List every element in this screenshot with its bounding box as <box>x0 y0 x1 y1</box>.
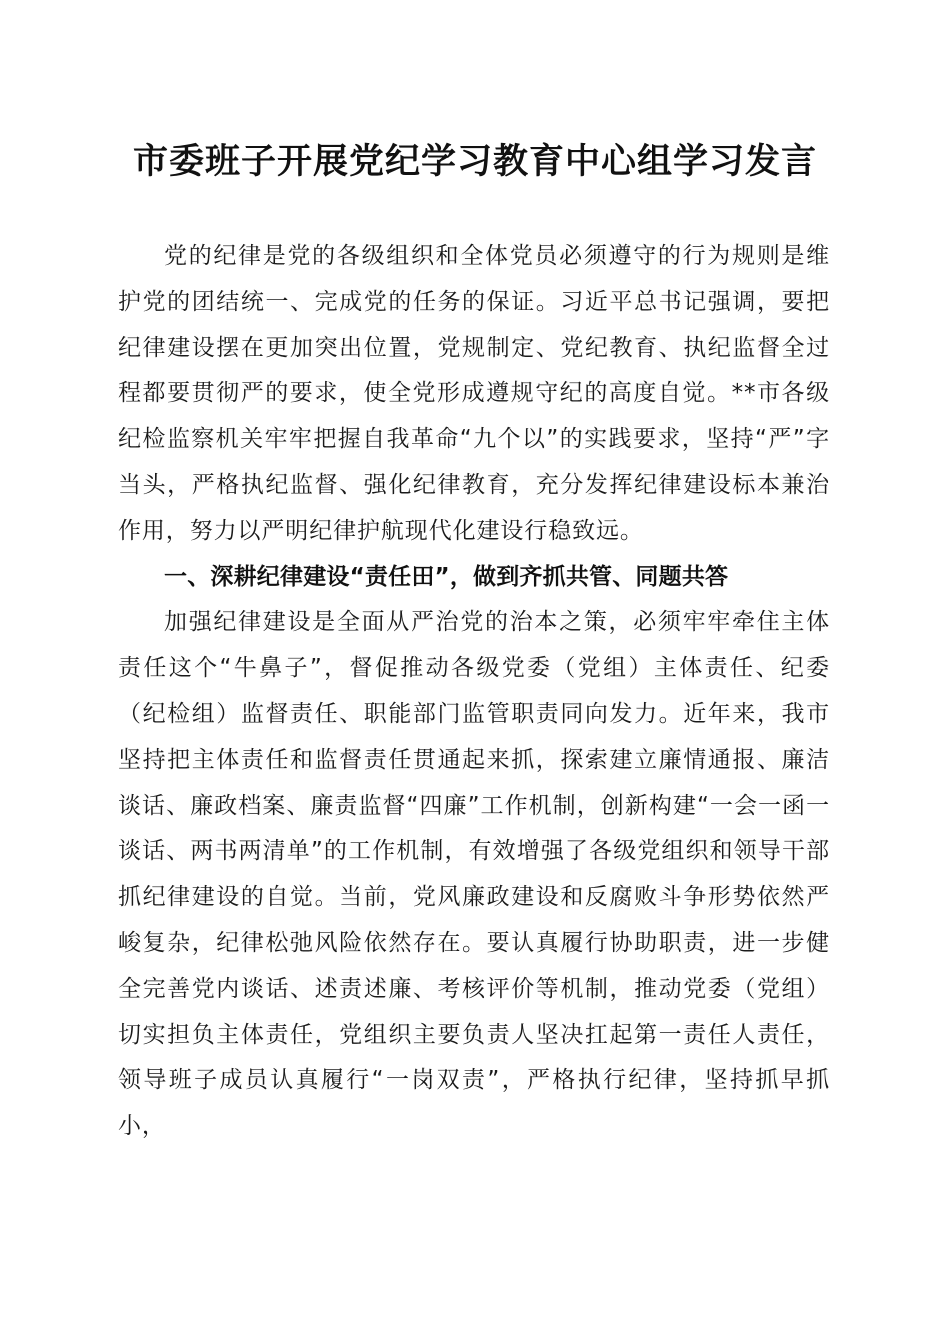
section-heading: 一、深耕纪律建设“责任田”，做到齐抓共管、同题共答 <box>164 563 729 590</box>
section-paragraph: 加强纪律建设是全面从严治党的治本之策，必须牢牢牵住主体责任这个“牛鼻子”，督促推动各级党委（党组）主体责任、纪委（纪检组）监督责任、职能部门监管职责同向发力。近年来，我市坚持把主体责任和监督责任贯通起来抓，探索建立廉情通报、廉洁谈话、廉政档案、廉责监督“四廉”工作机制，创新构建“一会一函一谈话、两书两清单”的工作机制，有效增强了各级党组织和领导干部抓纪律建设的自觉。当前，党风廉政建设和反腐败斗争形势依然严峻复杂，纪律松弛风险依然存在。要认真履行协助职责，进一步健全完善党内谈话、述责述廉、考核评价等机制，推动党委（党组）切实担负主体责任，党组织主要负责人坚决扛起第一责任人责任，领导班子成员认真履行“一岗双责”，严格执行纪律，坚持抓早抓小， <box>118 609 830 1140</box>
document-title: 市委班子开展党纪学习教育中心组学习发言 <box>132 141 817 182</box>
intro-paragraph: 党的纪律是党的各级组织和全体党员必须遵守的行为规则是维护党的团结统一、完成党的任务的保证。习近平总书记强调，要把纪律建设摆在更加突出位置，党规制定、党纪教育、执纪监督全过程都要贯彻严的要求，使全党形成遵规守纪的高度自觉。**市各级纪检监察机关牢牢把握自我革命“九个以”的实践要求，坚持“严”字当头，严格执纪监督、强化纪律教育，充分发挥纪律建设标本兼治作用，努力以严明纪律护航现代化建设行稳致远。 <box>118 243 830 544</box>
document-body <box>118 234 830 1150</box>
